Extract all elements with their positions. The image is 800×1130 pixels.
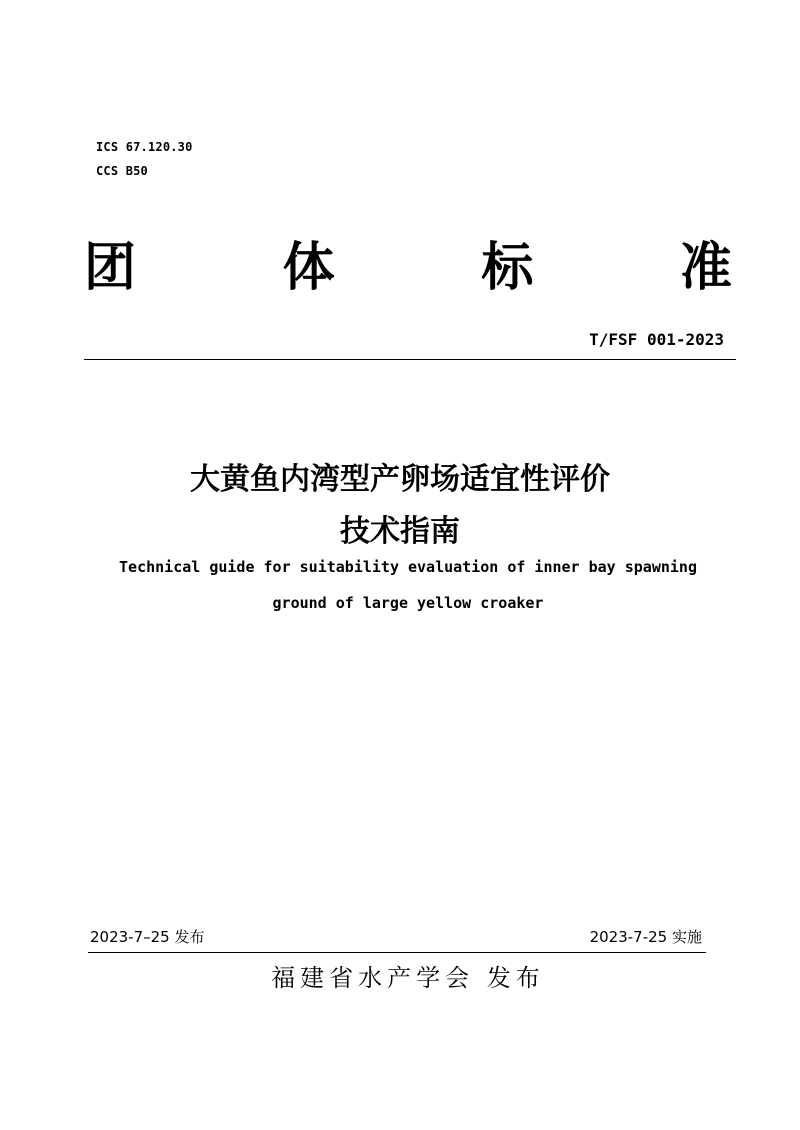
chinese-title-line-1: 大黄鱼内湾型产卵场适宜性评价 <box>190 462 610 497</box>
footer-divider <box>88 952 706 953</box>
english-title-line-1: Technical guide for suitability evaluation of inner bay spawning <box>119 558 697 576</box>
chinese-title-line-2: 技术指南 <box>340 514 460 549</box>
publisher-line: 福建省水产学会 发布 <box>271 964 545 992</box>
header-divider <box>84 359 736 360</box>
ics-code: ICS 67.120.30 <box>96 140 193 154</box>
standard-type-heading <box>84 236 732 300</box>
publication-date: 2023-7–25 发布 <box>90 928 205 946</box>
english-title-line-2: ground of large yellow croaker <box>272 594 544 612</box>
standard-type-char: 准 <box>679 238 732 298</box>
standard-type-char: 体 <box>282 238 335 298</box>
standard-type-char: 标 <box>481 238 534 298</box>
standard-number: T/FSF 001-2023 <box>589 330 724 349</box>
standard-type-char: 团 <box>84 238 137 298</box>
date-row <box>90 930 702 945</box>
implementation-date: 2023-7-25 实施 <box>589 928 702 946</box>
ccs-code: CCS B50 <box>96 164 148 178</box>
